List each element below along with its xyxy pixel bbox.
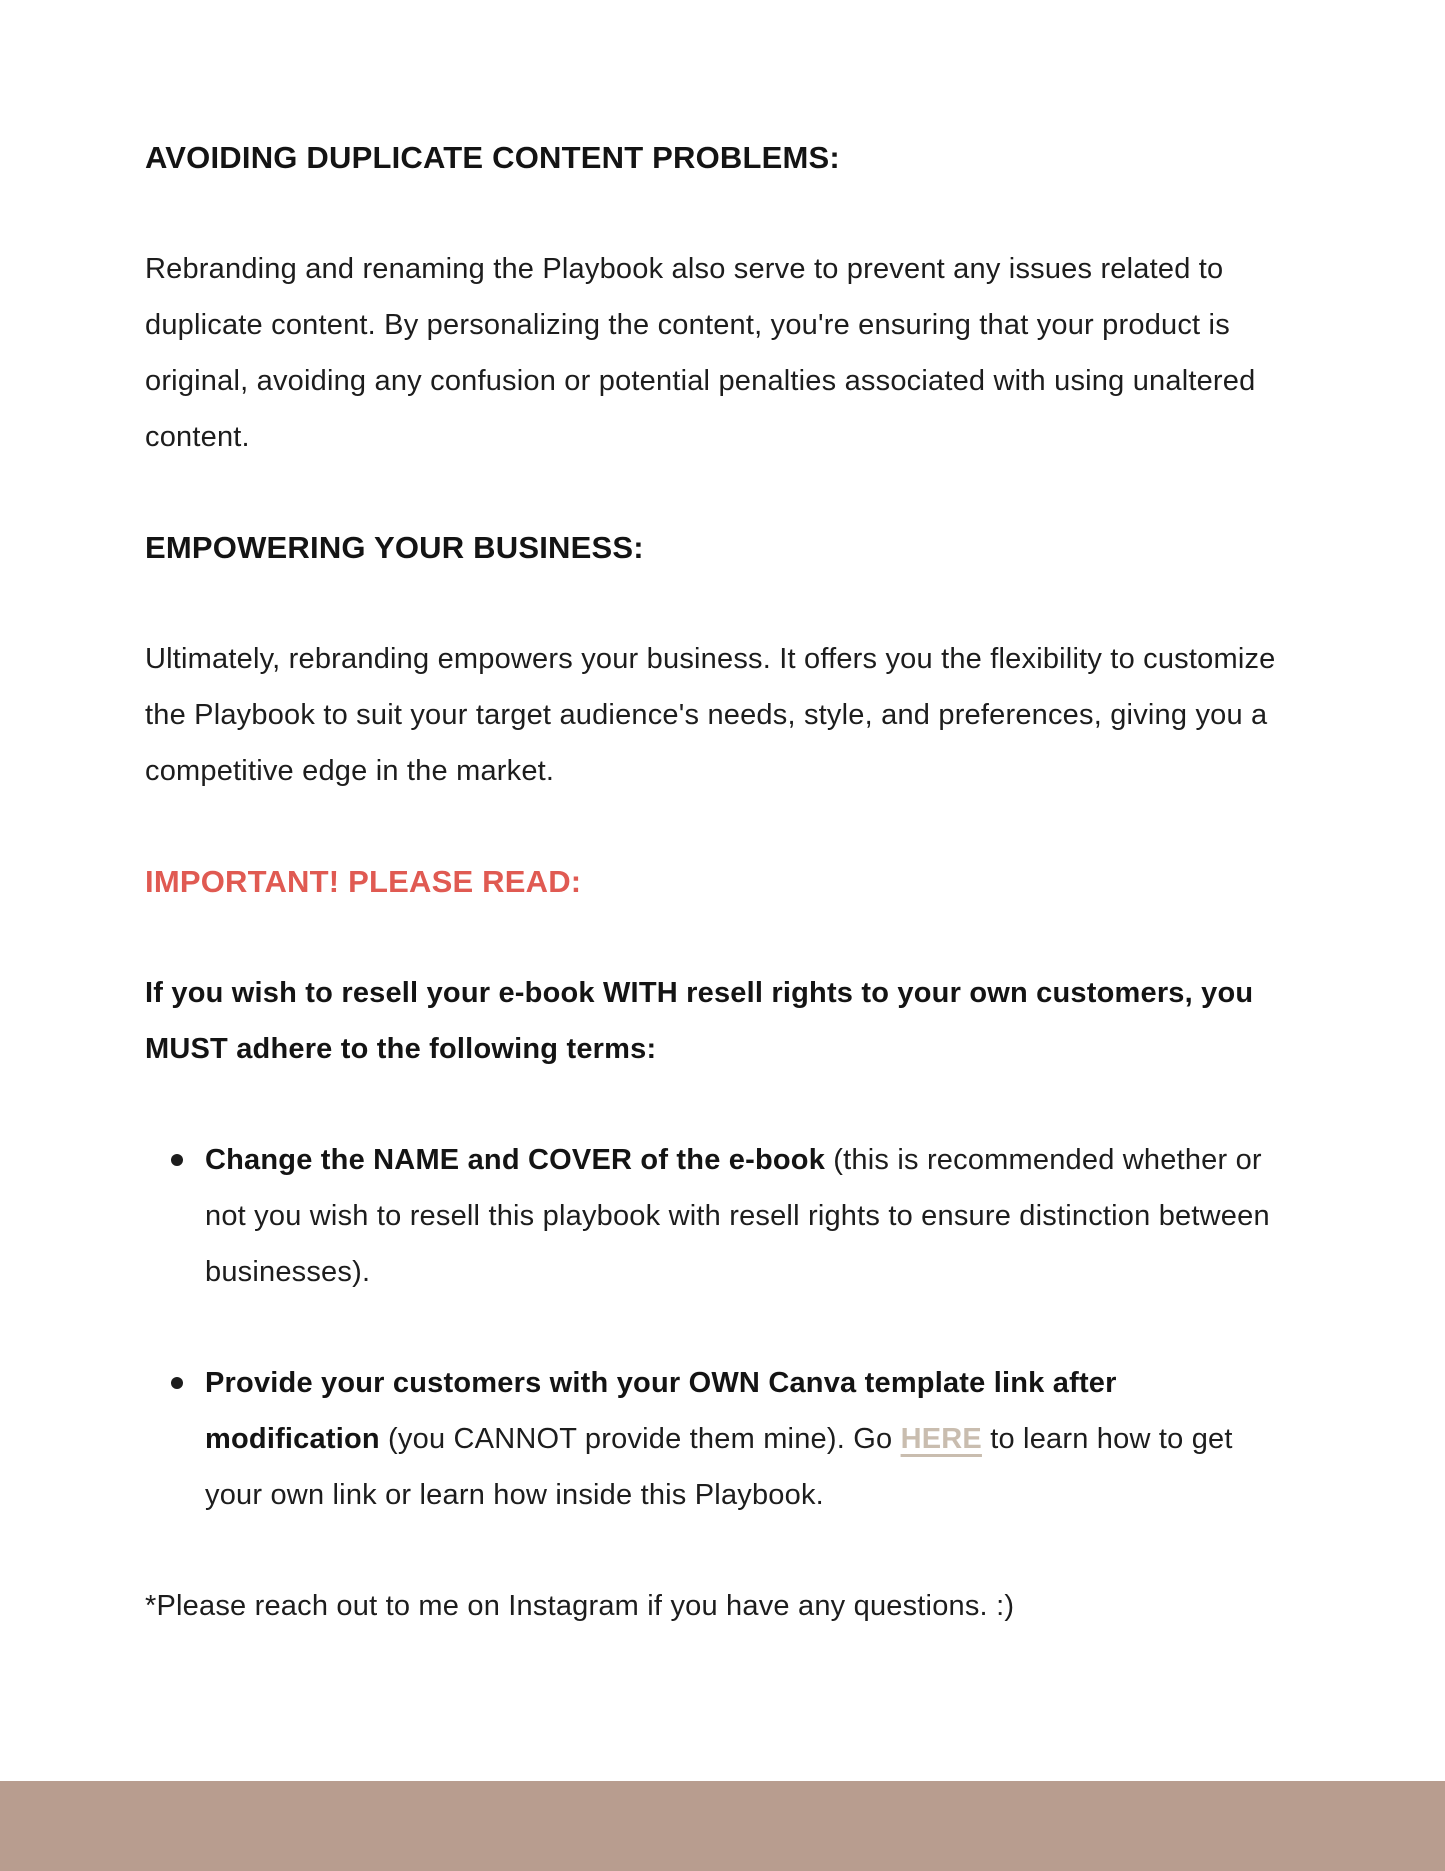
list-item-change-name-cover	[145, 1132, 1280, 1300]
paragraph-empowering-business: Ultimately, rebranding empowers your business. It offers you the flexibility to customize the Playbook to suit your target audience's needs, style, and preferences, giving you a competitive edge in the market.	[145, 643, 1276, 787]
heading-important-please-read: IMPORTANT! PLEASE READ:	[145, 864, 582, 899]
resell-terms-list	[145, 1132, 1280, 1523]
heading-empowering-your-business: EMPOWERING YOUR BUSINESS:	[145, 530, 644, 565]
page-content	[145, 130, 1280, 1634]
bullet1-bold-text: Change the NAME and COVER of the e-book	[205, 1144, 826, 1176]
paragraph-resell-terms-intro: If you wish to resell your e-book WITH resell rights to your own customers, you MUST adhere to the following terms:	[145, 977, 1254, 1065]
paragraph-duplicate-content: Rebranding and renaming the Playbook also serve to prevent any issues related to duplicate content. By personalizing the content, you're ensuring that your product is original, avoiding any confusion or potential penalties associated with using unaltered content.	[145, 253, 1256, 453]
instagram-footnote: *Please reach out to me on Instagram if you have any questions. :)	[145, 1590, 1015, 1622]
footer-color-bar	[0, 1781, 1445, 1871]
bullet1-normal-text: (this is recommended whether or not you wish to resell this playbook with resell rights to ensure distinction between businesses).	[205, 1144, 1270, 1288]
list-item-own-canva-link	[145, 1355, 1280, 1523]
bullet2-bold-text: Provide your customers with your OWN Canva template link after modification	[205, 1367, 1117, 1455]
bullet2-mid-text: (you CANNOT provide them mine). Go	[379, 1423, 901, 1455]
heading-avoiding-duplicate-content: AVOIDING DUPLICATE CONTENT PROBLEMS:	[145, 140, 840, 175]
bullet2-after-text: to learn how to get your own link or learn how inside this Playbook.	[205, 1423, 1233, 1511]
here-link[interactable]: HERE	[900, 1423, 982, 1455]
